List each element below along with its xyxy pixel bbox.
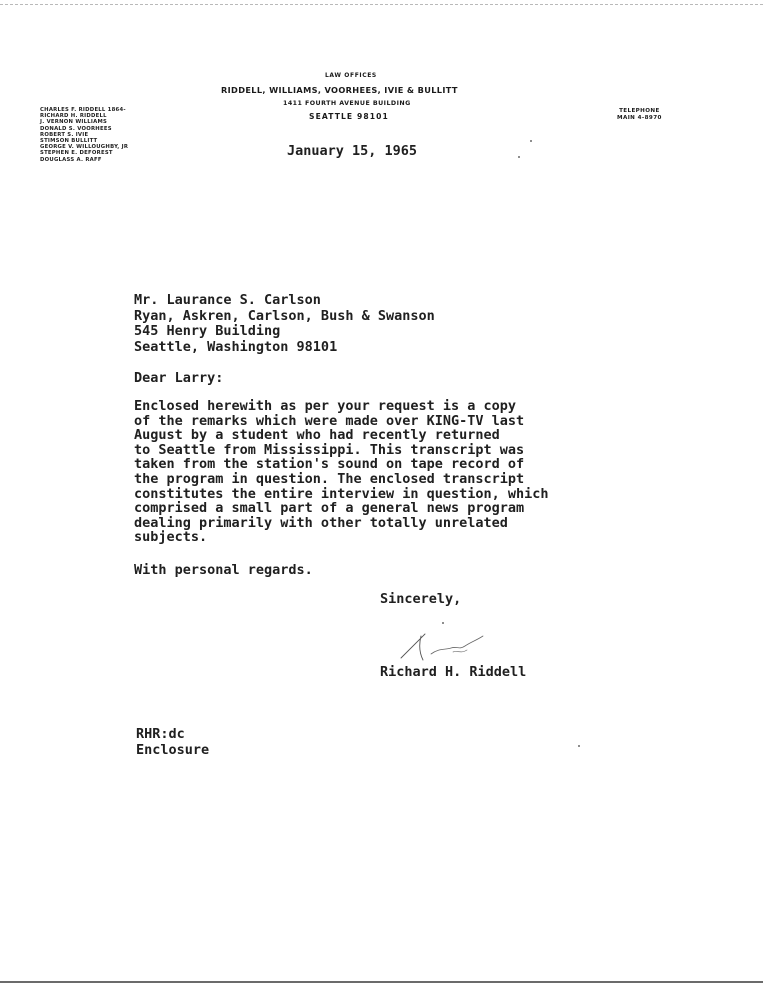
scan-speck (442, 622, 444, 624)
body-line: subjects. (134, 529, 208, 546)
telephone-label: TELEPHONE (619, 108, 660, 114)
recipient-line: Ryan, Askren, Carlson, Bush & Swanson (134, 307, 435, 324)
sign-off: Sincerely, (380, 591, 462, 607)
body-line: Enclosed herewith as per your request is a copy (134, 398, 517, 414)
enclosure-note: Enclosure (136, 742, 210, 758)
letter-body (134, 399, 549, 545)
partner-name: DOUGLASS A. RAFF (40, 156, 102, 163)
partner-name: GEORGE V. WILLOUGHBY, JR (40, 144, 129, 151)
scan-speck (518, 156, 520, 158)
letterhead-offices: LAW OFFICES (325, 72, 377, 79)
letter-date: January 15, 1965 (287, 143, 418, 159)
letterhead-city: SEATTLE 98101 (309, 112, 389, 121)
typist-initials: RHR:dc (136, 726, 185, 742)
closing-remark: With personal regards. (134, 562, 313, 578)
partner-name: DONALD S. VOORHEES (40, 125, 112, 132)
letterhead-firm-name: RIDDELL, WILLIAMS, VOORHEES, IVIE & BULLITT (221, 85, 458, 95)
handwritten-signature (395, 628, 505, 664)
scan-bottom-edge (0, 981, 763, 983)
letterhead-telephone (617, 108, 662, 122)
recipient-line: 545 Henry Building (134, 323, 281, 339)
body-line: comprised a small part of a general news program (134, 500, 525, 517)
recipient-line: Seattle, Washington 98101 (134, 338, 338, 355)
scan-top-edge (0, 4, 763, 5)
partner-name: STIMSON BULLITT (40, 138, 98, 145)
salutation: Dear Larry: (134, 370, 224, 386)
body-line: dealing primarily with other totally unrelated (134, 514, 508, 531)
body-line: taken from the station's sound on tape record of (134, 456, 525, 473)
telephone-number: MAIN 4-8970 (617, 115, 662, 121)
partner-name: CHARLES F. RIDDELL 1864- (40, 107, 126, 113)
partner-name: STEPHEN E. DEFOREST (40, 150, 113, 157)
letterhead-address: 1411 FOURTH AVENUE BUILDING (283, 100, 411, 107)
body-line: August by a student who had recently returned (134, 427, 500, 444)
partner-name: ROBERT S. IVIE (40, 131, 89, 138)
body-line: of the remarks which were made over KING-TV last (134, 412, 525, 429)
partner-name: J. VERNON WILLIAMS (40, 119, 108, 126)
body-line: the program in question. The enclosed transcript (134, 470, 525, 487)
scan-speck (578, 745, 580, 747)
partner-name: RICHARD H. RIDDELL (40, 113, 107, 120)
scan-speck (530, 140, 532, 142)
body-line: constitutes the entire interview in question, which (134, 485, 549, 502)
recipient-address (134, 293, 435, 355)
recipient-line: Mr. Laurance S. Carlson (134, 292, 321, 308)
signer-name: Richard H. Riddell (380, 664, 527, 680)
body-line: to Seattle from Mississippi. This transcript was (134, 441, 525, 458)
partner-list (40, 107, 128, 163)
